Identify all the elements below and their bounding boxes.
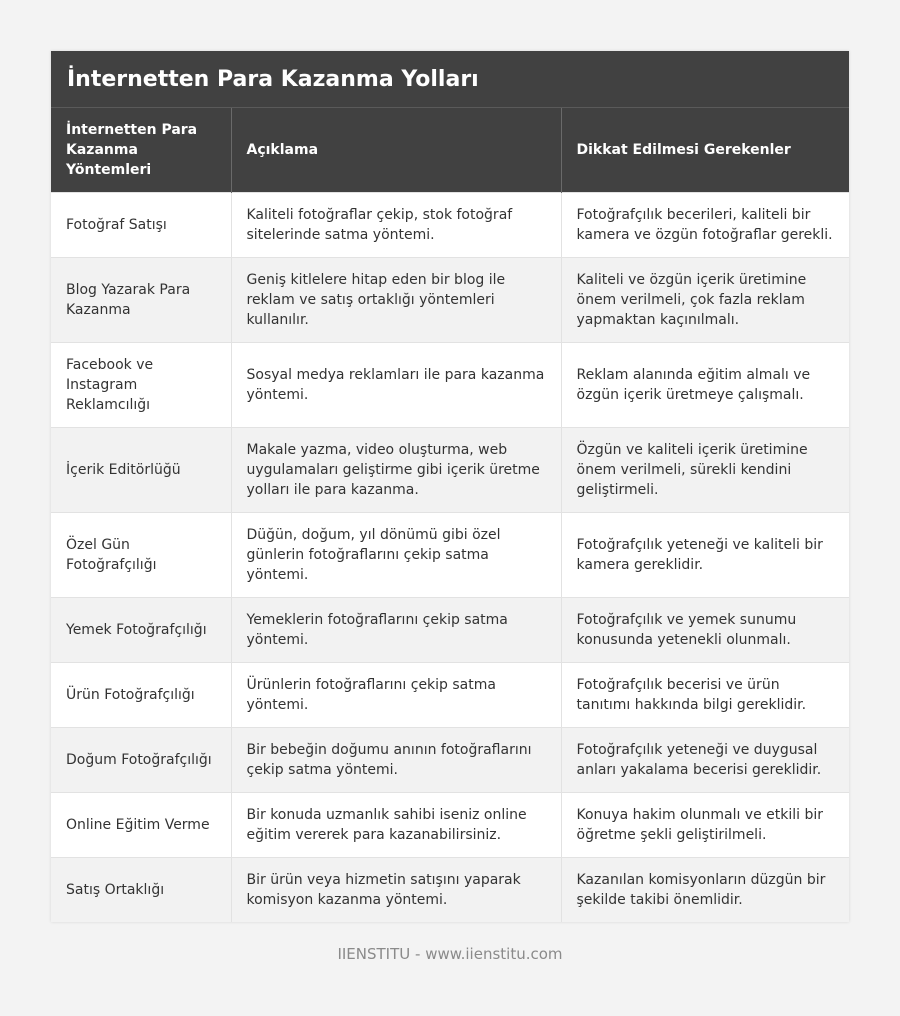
cell-description: Bir ürün veya hizmetin satışını yaparak komisyon kazanma yöntemi. (231, 857, 561, 922)
cell-description: Bir konuda uzmanlık sahibi iseniz online eğitim vererek para kazanabilirsiniz. (231, 792, 561, 857)
cell-method: Facebook ve Instagram Reklamcılığı (51, 342, 231, 427)
cell-notes: Konuya hakim olunmalı ve etkili bir öğretme şekli geliştirilmeli. (561, 792, 849, 857)
cell-method: Doğum Fotoğrafçılığı (51, 727, 231, 792)
cell-notes: Fotoğrafçılık becerisi ve ürün tanıtımı hakkında bilgi gereklidir. (561, 662, 849, 727)
table-row (51, 727, 849, 792)
column-header-method: İnternetten Para Kazanma Yöntemleri (51, 108, 231, 192)
cell-description: Sosyal medya reklamları ile para kazanma yöntemi. (231, 342, 561, 427)
cell-method: Satış Ortaklığı (51, 857, 231, 922)
table-row (51, 857, 849, 922)
cell-notes: Fotoğrafçılık becerileri, kaliteli bir kamera ve özgün fotoğraflar gerekli. (561, 192, 849, 257)
cell-notes: Özgün ve kaliteli içerik üretimine önem verilmeli, sürekli kendini geliştirmeli. (561, 427, 849, 512)
table-row (51, 192, 849, 257)
table-title: İnternetten Para Kazanma Yolları (51, 51, 849, 108)
header-row (51, 108, 849, 192)
cell-method: İçerik Editörlüğü (51, 427, 231, 512)
cell-method: Blog Yazarak Para Kazanma (51, 257, 231, 342)
cell-method: Online Eğitim Verme (51, 792, 231, 857)
table-row (51, 597, 849, 662)
cell-notes: Kazanılan komisyonların düzgün bir şekilde takibi önemlidir. (561, 857, 849, 922)
column-header-description: Açıklama (231, 108, 561, 192)
cell-notes: Reklam alanında eğitim almalı ve özgün içerik üretmeye çalışmalı. (561, 342, 849, 427)
cell-notes: Fotoğrafçılık yeteneği ve duygusal anları yakalama becerisi gereklidir. (561, 727, 849, 792)
column-header-notes: Dikkat Edilmesi Gerekenler (561, 108, 849, 192)
cell-description: Düğün, doğum, yıl dönümü gibi özel günlerin fotoğraflarını çekip satma yöntemi. (231, 512, 561, 597)
table-row (51, 792, 849, 857)
cell-notes: Fotoğrafçılık ve yemek sunumu konusunda yetenekli olunmalı. (561, 597, 849, 662)
cell-notes: Fotoğrafçılık yeteneği ve kaliteli bir kamera gereklidir. (561, 512, 849, 597)
cell-description: Geniş kitlelere hitap eden bir blog ile reklam ve satış ortaklığı yöntemleri kullanılır. (231, 257, 561, 342)
cell-notes: Kaliteli ve özgün içerik üretimine önem verilmeli, çok fazla reklam yapmaktan kaçınılmalı. (561, 257, 849, 342)
cell-method: Fotoğraf Satışı (51, 192, 231, 257)
table-card (51, 51, 849, 922)
table-row (51, 257, 849, 342)
cell-description: Makale yazma, video oluşturma, web uygulamaları geliştirme gibi içerik üretme yolları ile para kazanma. (231, 427, 561, 512)
methods-table (51, 108, 849, 922)
footer-credit: IIENSTITU - www.iienstitu.com (337, 945, 563, 963)
cell-method: Ürün Fotoğrafçılığı (51, 662, 231, 727)
cell-description: Bir bebeğin doğumu anının fotoğraflarını çekip satma yöntemi. (231, 727, 561, 792)
table-row (51, 342, 849, 427)
cell-description: Ürünlerin fotoğraflarını çekip satma yöntemi. (231, 662, 561, 727)
cell-method: Yemek Fotoğrafçılığı (51, 597, 231, 662)
cell-description: Kaliteli fotoğraflar çekip, stok fotoğraf sitelerinde satma yöntemi. (231, 192, 561, 257)
cell-description: Yemeklerin fotoğraflarını çekip satma yöntemi. (231, 597, 561, 662)
cell-method: Özel Gün Fotoğrafçılığı (51, 512, 231, 597)
table-row (51, 427, 849, 512)
table-row (51, 662, 849, 727)
table-row (51, 512, 849, 597)
